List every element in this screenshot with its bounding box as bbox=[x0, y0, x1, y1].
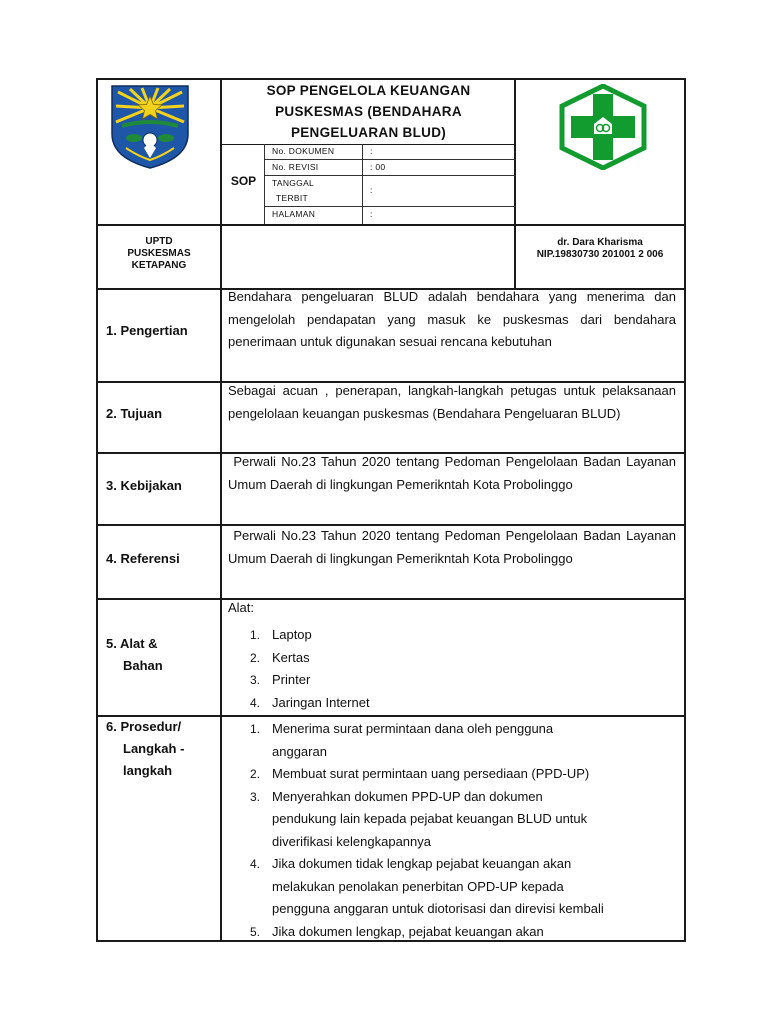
section-label-tujuan: 2. Tujuan bbox=[106, 406, 163, 421]
procedure-step bbox=[228, 786, 684, 854]
step-line: Membuat surat permintaan uang persediaan (PPD-UP) bbox=[272, 766, 590, 781]
document-title bbox=[222, 80, 515, 143]
step-line: pengguna anggaran untuk diotorisasi dan direvisi kembali bbox=[272, 901, 604, 916]
doc-number-label: No. DOKUMEN bbox=[272, 146, 335, 156]
puskesmas-logo bbox=[558, 84, 648, 170]
unit-line: UPTD bbox=[145, 236, 173, 247]
signatory-nip: NIP.19830730 201001 2 006 bbox=[536, 249, 664, 260]
step-line: diverifikasi kelengkapannya bbox=[272, 833, 431, 849]
government-emblem bbox=[108, 82, 192, 170]
step-number: 2. bbox=[250, 767, 261, 781]
tools-list bbox=[228, 624, 668, 714]
tool-item: Kertas bbox=[272, 649, 310, 665]
procedure-step bbox=[228, 718, 684, 763]
revision-label: No. REVISI bbox=[272, 162, 319, 172]
title-line: PENGELUARAN BLUD) bbox=[290, 125, 447, 140]
tools-intro: Alat: bbox=[228, 600, 255, 615]
label-line: 6. Prosedur/ bbox=[106, 719, 182, 734]
section-label-referensi: 4. Referensi bbox=[106, 551, 180, 566]
section-label-prosedur bbox=[106, 716, 218, 782]
doc-number-value: : bbox=[370, 146, 373, 156]
revision-value: : 00 bbox=[370, 162, 386, 172]
step-line: melakukan penolakan penerbitan OPD-UP kepada bbox=[272, 878, 564, 894]
issue-date-label: TANGGAL bbox=[272, 178, 315, 188]
section-text-kebijakan: Perwali No.23 Tahun 2020 tentang Pedoman Pengelolaan Badan Layanan Umum Daerah di lingkungan Pemerikntah Kota Probolinggo bbox=[228, 454, 680, 492]
label-line: langkah bbox=[123, 763, 173, 778]
section-label-kebijakan: 3. Kebijakan bbox=[106, 478, 182, 493]
step-line: Jika dokumen lengkap, pejabat keuangan akan bbox=[272, 923, 544, 939]
section-text-referensi: Perwali No.23 Tahun 2020 tentang Pedoman Pengelolaan Badan Layanan Umum Daerah di lingkungan Pemerikntah Kota Probolinggo bbox=[228, 528, 680, 566]
label-line: Langkah - bbox=[123, 741, 185, 756]
procedure-steps bbox=[228, 718, 684, 943]
procedure-step bbox=[228, 853, 684, 921]
step-line: pendukung lain kepada pejabat keuangan BLUD untuk bbox=[272, 811, 588, 826]
label-line: Bahan bbox=[123, 658, 163, 673]
step-number: 1. bbox=[250, 722, 261, 736]
section-text-pengertian: Bendahara pengeluaran BLUD adalah bendahara yang menerima dan mengelolah pendapatan yang masuk ke puskesmas dari bendahara penerimaan untuk digunakan sesuai rencana kebutuhan bbox=[228, 289, 676, 349]
step-line: Menyerahkan dokumen PPD-UP dan dokumen bbox=[272, 788, 543, 804]
issue-date-value: : bbox=[370, 185, 373, 195]
signatory-name: dr. Dara Kharisma bbox=[557, 237, 643, 248]
unit-line: PUSKESMAS bbox=[127, 248, 191, 259]
label-line: 5. Alat & bbox=[106, 636, 158, 651]
procedure-step bbox=[228, 763, 684, 786]
unit-line: KETAPANG bbox=[131, 260, 187, 271]
issue-date-label-2: TERBIT bbox=[276, 193, 309, 203]
page-value: : bbox=[370, 209, 373, 219]
sop-label: SOP bbox=[230, 174, 257, 188]
step-line: Jika dokumen tidak lengkap pejabat keuangan akan bbox=[272, 856, 572, 871]
step-line: anggaran bbox=[272, 743, 327, 759]
procedure-step bbox=[228, 921, 684, 944]
step-line: Menerima surat permintaan dana oleh pengguna bbox=[272, 721, 554, 736]
list-item: 4. Jaringan Internet bbox=[250, 694, 370, 710]
list-item: 3. Printer bbox=[250, 672, 311, 687]
tool-item: Printer bbox=[272, 672, 311, 687]
title-line: PUSKESMAS (BENDAHARA bbox=[275, 104, 462, 119]
signatory-info bbox=[515, 237, 685, 261]
tool-item: Laptop bbox=[272, 627, 312, 642]
list-item: 2. Kertas bbox=[250, 649, 310, 665]
section-label-alat-bahan bbox=[106, 633, 218, 677]
step-number: 4. bbox=[250, 857, 261, 871]
step-number: 3. bbox=[250, 789, 261, 804]
title-line: SOP PENGELOLA KEUANGAN bbox=[266, 83, 471, 98]
page-label: HALAMAN bbox=[272, 209, 316, 219]
section-text-tujuan: Sebagai acuan , penerapan, langkah-langkah petugas untuk pelaksanaan pengelolaan keuangan puskesmas (Bendahara Pengeluaran BLUD) bbox=[228, 383, 676, 421]
section-label-pengertian: 1. Pengertian bbox=[106, 323, 188, 338]
list-item: 1. Laptop bbox=[250, 627, 312, 642]
tool-item: Jaringan Internet bbox=[272, 694, 370, 710]
unit-info bbox=[97, 236, 221, 272]
step-number: 5. bbox=[250, 924, 261, 939]
